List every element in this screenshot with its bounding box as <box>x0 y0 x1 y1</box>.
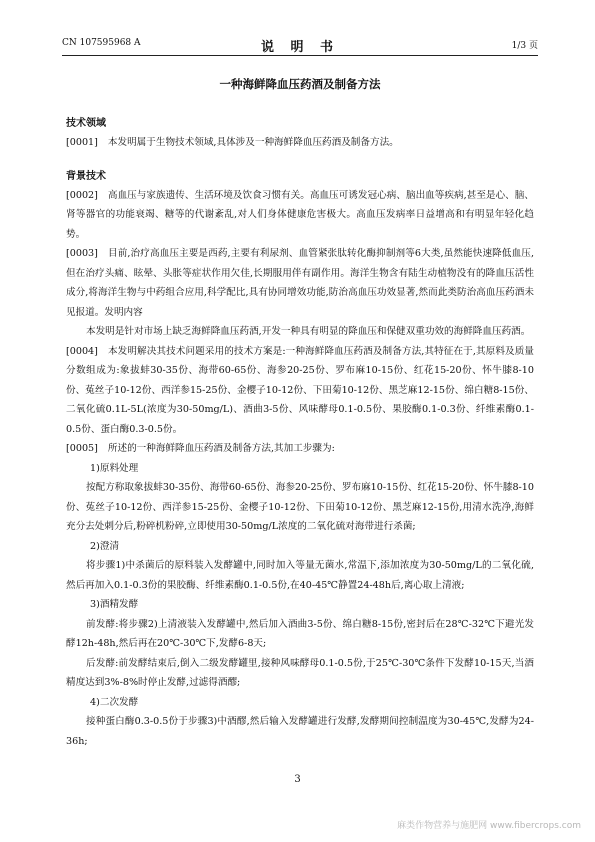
paragraph-text: 目前,治疗高血压主要是西药,主要有利尿剂、血管紧张肽转化酶抑制剂等6大类,虽然能快速降低血压,但在治疗头痛、眩晕、头胀等症状作用欠佳,长期服用伴有副作用。海洋生物含有陆生动植物没有的降血压活性成分,将海洋生物与中药组合应用,科学配比,具有协同增效功能,防治高血压功效显著,然而此类防治高血压药酒未见报道。发明内容 <box>66 248 534 318</box>
step-1-title: 1)原料处理 <box>90 462 139 474</box>
section-background: 背景技术 <box>66 170 106 182</box>
paragraph-0003 <box>66 244 534 322</box>
page-header <box>62 36 538 55</box>
step-3-text-secondary: 后发酵:前发酵结束后,倒入二级发酵罐里,接种风味酵母0.1-0.5份,于25℃-30℃条件下发酵10-15天,当酒精度达到3%-8%时停止发酵,过滤得酒醪; <box>66 657 534 688</box>
paragraph-text: 本发明属于生物技术领域,具体涉及一种海鲜降血压药酒及制备方法。 <box>107 137 399 148</box>
paragraph-0002 <box>66 186 534 245</box>
paragraph-number: [0001] <box>66 137 98 148</box>
paragraph-number: [0003] <box>66 248 98 259</box>
paragraph-text: 高血压与家族遗传、生活环境及饮食习惯有关。高血压可诱发冠心病、脑出血等疾病,甚至是心、脑、肾等器官的功能衰竭、糖等的代谢紊乱,对人们身体健康危害极大。高血压发病率日益增高和有明显年轻化趋势。 <box>66 189 534 240</box>
step-2-text: 将步骤1)中杀菌后的原料装入发酵罐中,同时加入等量无菌水,常温下,添加浓度为30-50mg/L的二氧化硫,然后再加入0.1-0.3份的果胶酶、纤维素酶0.1-0.5份,在40-45℃静置24-48h后,离心取上清液; <box>66 560 534 591</box>
paragraph-0004 <box>66 342 534 440</box>
paragraph-number: [0004] <box>66 345 98 357</box>
step-4-title: 4)二次发酵 <box>90 696 139 708</box>
document-title: 一种海鲜降血压药酒及制备方法 <box>219 77 381 91</box>
document-body <box>66 74 534 751</box>
header-title: 说 明 书 <box>260 40 340 55</box>
spacer <box>66 153 534 165</box>
header-page-label: 1/3 页 <box>511 41 538 51</box>
step-4-text: 接种蛋白酶0.3-0.5份于步骤3)中酒醪,然后输入发酵罐进行发酵,发酵期间控制温度为30-45℃,发酵为24-36h; <box>66 716 534 747</box>
paragraph-text: 所述的一种海鲜降血压药酒及制备方法,其加工步骤为: <box>107 443 335 454</box>
watermark: 麻类作物营养与施肥网 www.fibercrops.com <box>397 821 581 831</box>
step-3-text-primary: 前发酵:将步骤2)上清液装入发酵罐中,然后加入酒曲3-5份、绵白糖8-15份,密封后在28℃-32℃下避光发酵12h-48h,然后再在20℃-30℃下,发酵6-8天; <box>66 618 534 649</box>
step-1-text: 按配方称取象拔蚌30-35份、海带60-65份、海参20-25份、罗布麻10-15份、红花15-20份、怀牛膝8-10份、菟丝子10-12份、西洋参15-25份、金樱子10-12份、下田菊10-12份、黑芝麻12-15份,用清水洗净,海鲜充分去处刺分后,粉碎机粉碎,立即使用30-50mg/L浓度的二氧化硫对海带进行杀菌; <box>66 482 534 532</box>
paragraph-text: 本发明解决其技术问题采用的技术方案是:一种海鲜降血压药酒及制备方法,其特征在于,其原料及质量分数组成为:象拔蚌30-35份、海带60-65份、海参20-25份、罗布麻10-15份、红花15-20份、怀牛膝8-10份、菟丝子10-12份、西洋参15-25份、金樱子10-12份、下田菊10-12份、黑芝麻12-15份、绵白糖8-15份、二氧化硫0.1L-5L(浓度为30-50mg/L)、酒曲3-5份、风味酵母0.1-0.5份、果胶酶0.1-0.3份、纤维素酶0.1-0.5份、蛋白酶0.3-0.5份。 <box>66 345 534 435</box>
patent-number: CN 107595968 A <box>62 38 141 48</box>
step-3-title: 3)酒精发酵 <box>90 599 139 610</box>
paragraph-number: [0002] <box>66 189 98 201</box>
section-tech-field: 技术领域 <box>66 118 106 129</box>
paragraph-0005 <box>66 439 534 459</box>
paragraph-number: [0005] <box>66 443 98 454</box>
paragraph-0001 <box>66 133 534 153</box>
step-2-title: 2)澄清 <box>90 540 120 552</box>
page-number: 3 <box>294 774 301 785</box>
header-divider <box>62 55 538 56</box>
paragraph-0003-continued: 本发明是针对市场上缺乏海鲜降血压药酒,开发一种具有明显的降血压和保健双重功效的海鲜降血压药酒。 <box>86 326 531 337</box>
